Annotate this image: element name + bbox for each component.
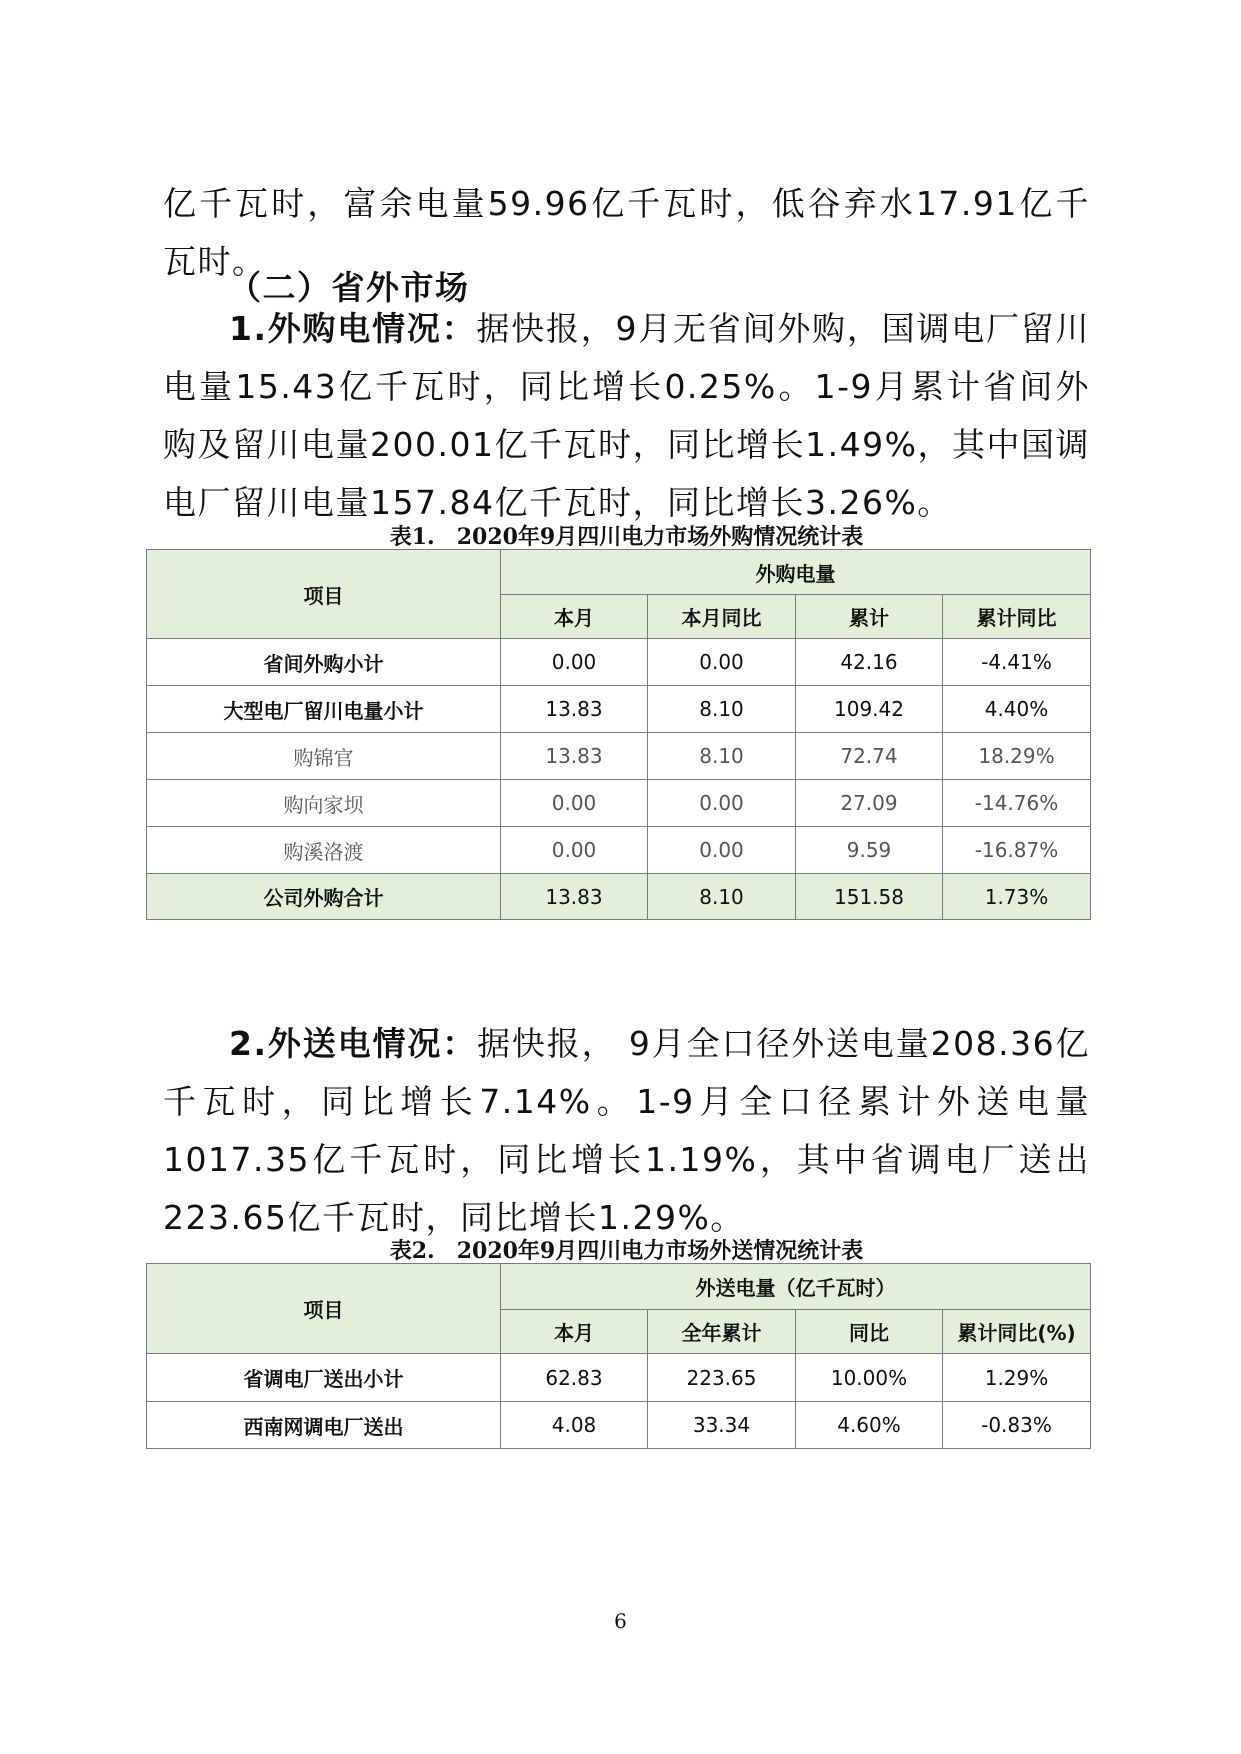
- cell-value: 72.74: [796, 733, 943, 780]
- table-row: [147, 639, 1091, 686]
- cell-value: 1.29%: [943, 1354, 1091, 1402]
- row-label: 省调电厂送出小计: [147, 1354, 501, 1402]
- table1-caption-title: 2020年9月四川电力市场外购情况统计表: [456, 524, 864, 550]
- table-row: [147, 827, 1091, 874]
- table2-caption-num: 表2.: [389, 1238, 435, 1264]
- row-label: 西南网调电厂送出: [147, 1402, 501, 1449]
- table2-col-header: 累计同比(%): [943, 1310, 1091, 1354]
- cell-value: -4.41%: [943, 639, 1091, 686]
- purchase-paragraph: [163, 300, 1090, 532]
- cell-value: 27.09: [796, 780, 943, 827]
- send-paragraph: [163, 1015, 1090, 1247]
- table-row: [147, 780, 1091, 827]
- row-label: 公司外购合计: [147, 874, 501, 920]
- cell-value: 151.58: [796, 874, 943, 920]
- send-table: [146, 1263, 1091, 1449]
- cell-value: 10.00%: [796, 1354, 943, 1402]
- cell-value: 13.83: [501, 874, 648, 920]
- row-label: 购锦官: [147, 733, 501, 780]
- table-row: [147, 874, 1091, 920]
- cell-value: 0.00: [648, 780, 796, 827]
- cell-value: 1.73%: [943, 874, 1091, 920]
- cell-value: 9.59: [796, 827, 943, 874]
- cell-value: 42.16: [796, 639, 943, 686]
- purchase-text: 据快报，9月无省间外购，国调电厂留川电量15.43亿千瓦时，同比增长0.25%。1-9月累计省间外购及留川电量200.01亿千瓦时，同比增长1.49%，其中国调电厂留川电量157.84亿千瓦时，同比增长3.26%。: [163, 309, 1091, 522]
- table1-item-header: 项目: [147, 550, 501, 639]
- cell-value: 13.83: [501, 686, 648, 733]
- table2-col-header: 本月: [501, 1310, 648, 1354]
- row-label: 大型电厂留川电量小计: [147, 686, 501, 733]
- table-row: [147, 1354, 1091, 1402]
- row-label: 购溪洛渡: [147, 827, 501, 874]
- table2-col-header: 同比: [796, 1310, 943, 1354]
- table2-group-header: 外送电量（亿千瓦时）: [501, 1264, 1091, 1310]
- cell-value: 13.83: [501, 733, 648, 780]
- table1-col-header: 本月: [501, 595, 648, 639]
- table1-group-header: 外购电量: [501, 550, 1091, 595]
- cell-value: 8.10: [648, 686, 796, 733]
- page-number: 6: [614, 1609, 627, 1633]
- cell-value: 4.60%: [796, 1402, 943, 1449]
- table1-col-header: 累计: [796, 595, 943, 639]
- table-row: [147, 1402, 1091, 1449]
- cell-value: 18.29%: [943, 733, 1091, 780]
- cell-value: 4.40%: [943, 686, 1091, 733]
- table1-caption: [163, 520, 1090, 551]
- cell-value: 0.00: [648, 827, 796, 874]
- cell-value: 62.83: [501, 1354, 648, 1402]
- cell-value: 4.08: [501, 1402, 648, 1449]
- table-row: [147, 733, 1091, 780]
- row-label: 购向家坝: [147, 780, 501, 827]
- table-row: [147, 686, 1091, 733]
- cell-value: 33.34: [648, 1402, 796, 1449]
- section-title: （二）省外市场: [228, 268, 470, 307]
- send-text: 据快报， 9月全口径外送电量208.36亿千瓦时，同比增长7.14%。1-9月全口径累计外送电量1017.35亿千瓦时，同比增长1.19%，其中省调电厂送出223.65亿千瓦时，同比增长1.29%。: [163, 1024, 1091, 1237]
- purchase-table: [146, 549, 1091, 920]
- table2-col-header: 全年累计: [648, 1310, 796, 1354]
- purchase-heading: 1.外购电情况：: [229, 309, 477, 348]
- row-label: 省间外购小计: [147, 639, 501, 686]
- table1-col-header: 本月同比: [648, 595, 796, 639]
- cell-value: 0.00: [501, 639, 648, 686]
- table1-col-header: 累计同比: [943, 595, 1091, 639]
- cell-value: -14.76%: [943, 780, 1091, 827]
- intro-line: 亿千瓦时，富余电量59.96亿千瓦时，低谷弃水17.91亿千瓦时。: [163, 184, 1090, 281]
- cell-value: 8.10: [648, 733, 796, 780]
- cell-value: 0.00: [501, 780, 648, 827]
- cell-value: 109.42: [796, 686, 943, 733]
- cell-value: 8.10: [648, 874, 796, 920]
- table2-item-header: 项目: [147, 1264, 501, 1354]
- cell-value: -16.87%: [943, 827, 1091, 874]
- table2-caption-title: 2020年9月四川电力市场外送情况统计表: [456, 1238, 864, 1264]
- cell-value: 0.00: [501, 827, 648, 874]
- send-heading: 2.外送电情况：: [229, 1024, 478, 1063]
- table2-caption: [163, 1234, 1090, 1265]
- table1-caption-num: 表1.: [389, 524, 435, 550]
- cell-value: -0.83%: [943, 1402, 1091, 1449]
- cell-value: 0.00: [648, 639, 796, 686]
- cell-value: 223.65: [648, 1354, 796, 1402]
